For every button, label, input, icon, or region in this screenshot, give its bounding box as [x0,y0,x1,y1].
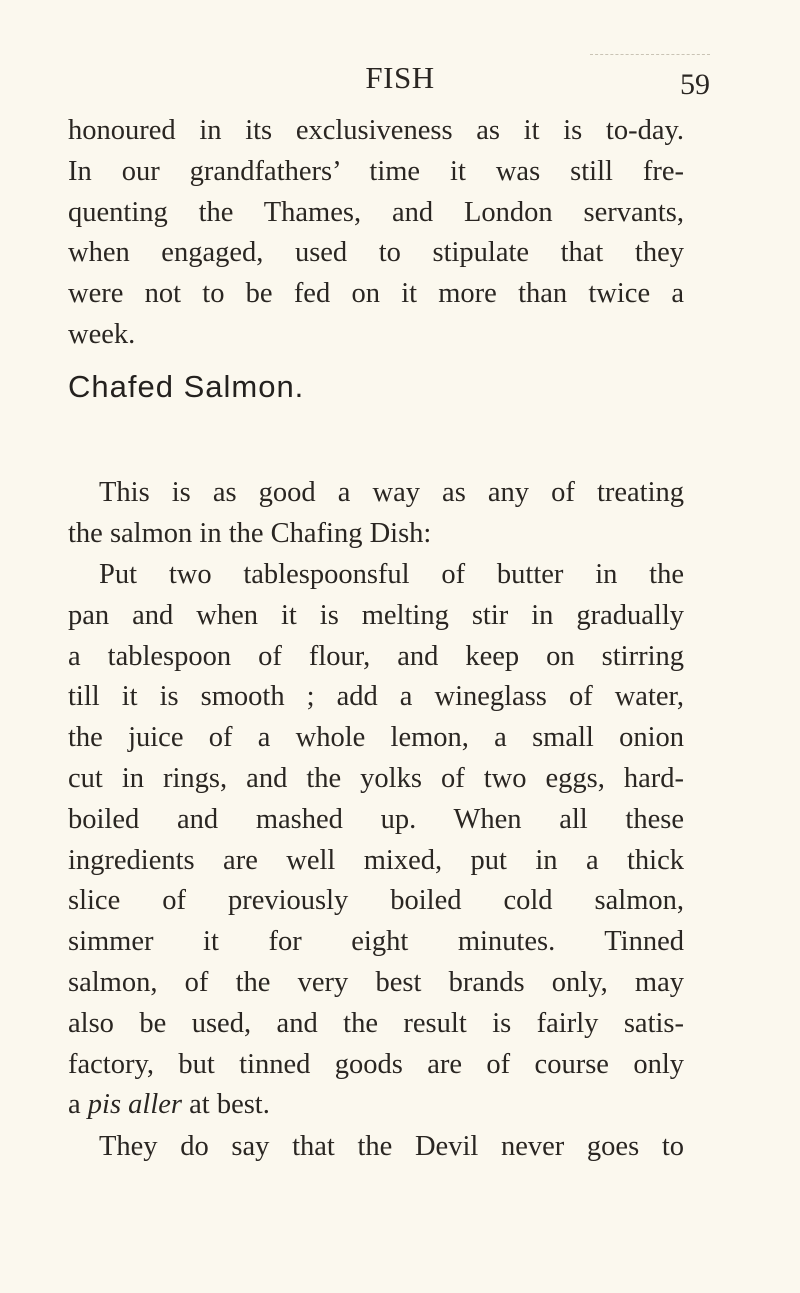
text-line: simmer it for eight minutes. Tinned [68,926,684,958]
page-number: 59 [680,68,710,101]
text-line: honoured in its exclusiveness as it is to-day. [68,115,684,146]
text-line: the salmon in the Chafing Dish: [68,517,432,549]
text-line: cut in rings, and the yolks of two eggs, hard- [68,762,684,794]
text-line: pan and when it is melting stir in gradually [68,599,684,631]
text-line: They do say that the Devil never goes to [99,1131,684,1162]
section-heading: Chafed Salmon. [68,369,305,404]
text-line-last [68,1085,684,1126]
italic-phrase: pis aller [87,1089,182,1121]
text-line: till it is smooth ; add a wineglass of water, [68,681,684,713]
text-line: slice of previously boiled cold salmon, [68,885,684,917]
paragraph-intro [68,473,684,555]
text-line: factory, but tinned goods are of course only [68,1048,684,1080]
text-fragment: a [68,1089,88,1121]
paragraph-continuation [68,111,684,356]
text-line: were not to be fed on it more than twice a [68,278,684,310]
text-line: boiled and mashed up. When all these [68,803,684,835]
text-line: also be used, and the result is fairly satis- [68,1007,684,1039]
header-rule [590,54,710,55]
running-head: FISH [365,60,435,95]
text-line: Put two tablespoonsful of butter in the [99,559,684,590]
text-line: when engaged, used to stipulate that they [68,237,684,269]
text-line: quenting the Thames, and London servants, [68,196,684,228]
paragraph-recipe [68,555,684,1126]
text-line: ingredients are well mixed, put in a thick [68,844,684,876]
text-line: the juice of a whole lemon, a small onion [68,722,684,754]
text-line: a tablespoon of flour, and keep on stirring [68,640,684,672]
text-fragment: at best. [182,1089,270,1121]
text-line: salmon, of the very best brands only, may [68,966,684,998]
text-line: week. [68,318,136,350]
text-line: In our grandfathers’ time it was still fre- [68,155,684,187]
page-header [0,54,800,104]
paragraph-next [68,1127,684,1168]
text-line: This is as good a way as any of treating [99,477,684,508]
